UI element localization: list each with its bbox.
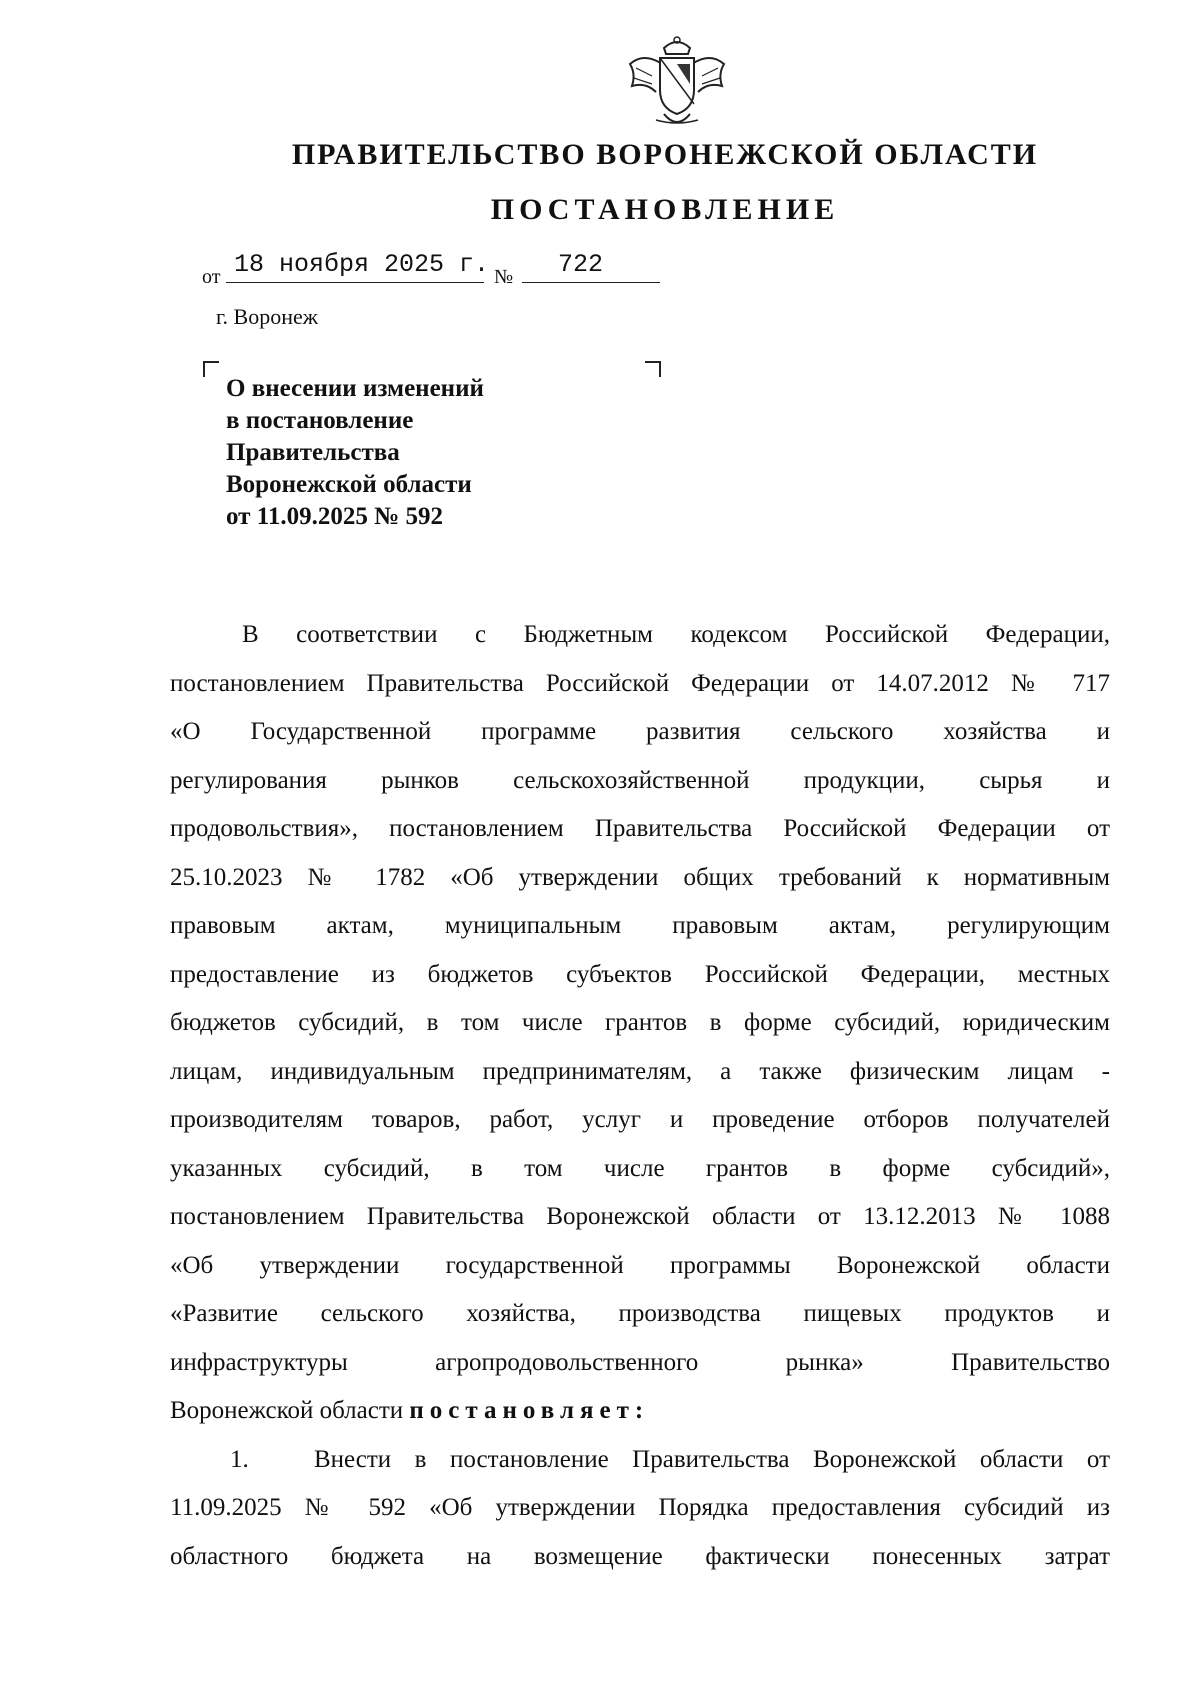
body-line: постановлением Правительства Российской Федерации от 14.07.2012 № 717 bbox=[170, 669, 1110, 697]
organization-title: ПРАВИТЕЛЬСТВО ВОРОНЕЖСКОЙ ОБЛАСТИ bbox=[291, 138, 1039, 171]
subject-line: от 11.09.2025 № 592 bbox=[226, 503, 443, 530]
item-number: 1. bbox=[230, 1445, 249, 1473]
city-label: г. Воронеж bbox=[216, 304, 318, 329]
body-line: предоставление из бюджетов субъектов Российской Федерации, местных bbox=[170, 960, 1110, 988]
subject-line: в постановление bbox=[226, 407, 414, 434]
document-subject bbox=[226, 373, 646, 533]
closing-prefix: Воронежской области bbox=[170, 1397, 410, 1424]
subject-corner-right bbox=[645, 361, 661, 377]
body-line: В соответствии с Бюджетным кодексом Российской Федерации, bbox=[242, 621, 1110, 648]
document-body bbox=[170, 611, 1110, 1581]
coat-of-arms-icon bbox=[622, 34, 732, 130]
body-line: регулирования рынков сельскохозяйственной продукции, сырья и bbox=[170, 766, 1110, 794]
item-first-line bbox=[170, 1436, 1110, 1485]
body-line: лицам, индивидуальным предпринимателям, а также физическим лицам - bbox=[170, 1057, 1110, 1085]
decree-word: постановляет: bbox=[409, 1397, 650, 1424]
number-underline bbox=[522, 282, 660, 283]
subject-line: О внесении изменений bbox=[226, 375, 484, 402]
body-line: правовым актам, муниципальным правовым актам, регулирующим bbox=[170, 912, 1110, 939]
item-text: Внести в постановление Правительства Воронежской области от bbox=[314, 1445, 1110, 1473]
body-line: бюджетов субсидий, в том числе грантов в форме субсидий, юридическим bbox=[170, 1009, 1110, 1036]
date-underline bbox=[226, 282, 484, 283]
subject-corner-left bbox=[203, 361, 219, 377]
body-line: 25.10.2023 № 1782 «Об утверждении общих требований к нормативным bbox=[170, 863, 1110, 891]
body-line: «О Государственной программе развития сельского хозяйства и bbox=[170, 718, 1110, 745]
body-line: указанных субсидий, в том числе грантов в форме субсидий», bbox=[170, 1154, 1110, 1182]
document-number: 722 bbox=[558, 250, 604, 279]
document-date: 18 ноября 2025 г. bbox=[234, 250, 490, 279]
body-line: продовольствия», постановлением Правительства Российской Федерации от bbox=[170, 815, 1110, 842]
subject-line: Правительства bbox=[226, 439, 400, 466]
body-line: «Об утверждении государственной программы Воронежской области bbox=[170, 1251, 1110, 1279]
body-line: «Развитие сельского хозяйства, производства пищевых продуктов и bbox=[170, 1300, 1110, 1327]
body-line: производителям товаров, работ, услуг и проведение отборов получателей bbox=[170, 1106, 1110, 1133]
body-line: областного бюджета на возмещение фактически понесенных затрат bbox=[170, 1542, 1110, 1570]
number-prefix: № bbox=[494, 266, 514, 288]
date-prefix: от bbox=[202, 266, 221, 288]
closing-line bbox=[170, 1387, 1110, 1436]
body-line: 11.09.2025 № 592 «Об утверждении Порядка предоставления субсидий из bbox=[170, 1494, 1110, 1521]
document-type: ПОСТАНОВЛЕНИЕ bbox=[490, 193, 840, 226]
date-number-line bbox=[202, 248, 682, 288]
body-line: постановлением Правительства Воронежской области от 13.12.2013 № 1088 bbox=[170, 1203, 1110, 1230]
body-line: инфраструктуры агропродовольственного рынка» Правительство bbox=[170, 1348, 1110, 1376]
subject-line: Воронежской области bbox=[226, 471, 472, 498]
